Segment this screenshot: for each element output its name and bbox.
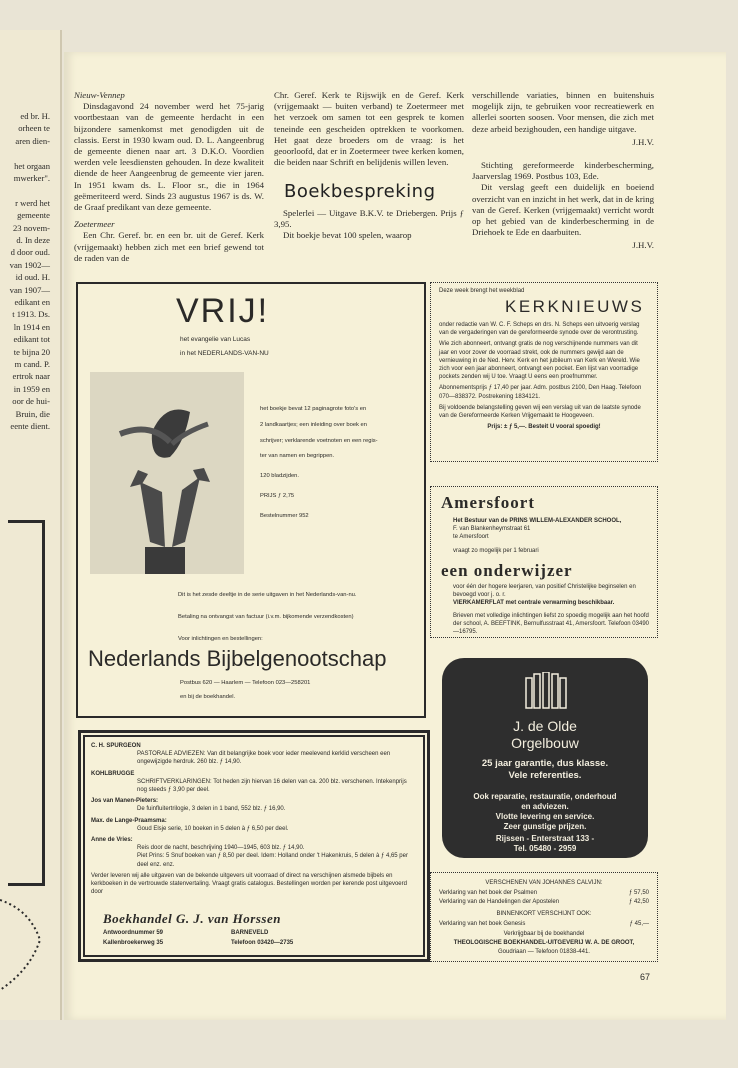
ad-text: Reis door de nacht, beschrijving 1940—1945, 603 blz. ƒ 14,90. (137, 845, 305, 852)
dove-hands-photo (90, 372, 244, 574)
ad-body (453, 517, 653, 555)
ad-text: ter van namen en begrippen. (260, 453, 335, 460)
previous-page-text-line: oor de hui- (12, 396, 50, 407)
previous-page-text-line: het orgaan (14, 160, 50, 171)
previous-page-text-line: m cand. P. (14, 359, 50, 369)
shop-address: Kallenbroekerweg 35 (103, 940, 164, 946)
previous-page-text-line: te bijna 20 (13, 346, 50, 357)
section-heading-nieuw-vennep: Nieuw-Vennep (74, 90, 125, 100)
ad-text: Abonnementsprijs ƒ 17,40 per jaar. Adm. postbus 2100, Den Haag. Telefoon 070—838372. Postrekening 1834121. (439, 385, 642, 400)
previous-page-text-line: d door oud. (10, 247, 50, 258)
ad-text: Vele referenties. (508, 770, 582, 781)
ad-text: voor één der hogere leerjaren, van positief Christelijke beginselen en bevoegd voor j. o. r. (453, 584, 636, 599)
article-column-1 (74, 90, 264, 264)
ad-text: 2 landkaartjes; een inleiding over boek en (260, 421, 367, 428)
ad-text: Goud Elsje serie, 10 boeken in 5 delen à ƒ 6,50 per deel. (137, 825, 289, 832)
company-name: J. de Olde (513, 718, 577, 734)
ad-heading: VERSCHENEN VAN JOHANNES CALVIJN: (485, 880, 603, 886)
previous-page-text-line: edikant tot (13, 334, 50, 345)
previous-page-text-line: in 1959 en (13, 383, 50, 394)
ad-text: 25 jaar garantie, dus klasse. (481, 758, 609, 769)
ad-text: Rijssen - Enterstraat 133 - (495, 834, 595, 843)
previous-page-text-line: gemeente (17, 210, 50, 221)
signature: J.H.V. (632, 240, 654, 251)
section-heading-zoetermeer: Zoetermeer (74, 219, 115, 230)
ad-text: Brieven met volledige inlichtingen liefst zo spoedig mogelijk aan het hoofd der school, A. BEEFTINK, Bernulfusstraat 41, Amersfoort. Telefoon 03490—16795. (453, 612, 649, 636)
book-title: Verklaring van het boek Genesis (439, 921, 526, 927)
ad-title: Amersfoort (441, 493, 536, 512)
calvijn-books-advertisement (430, 872, 658, 962)
book-price: ƒ 45,— (629, 921, 649, 927)
ad-body (439, 321, 649, 431)
ad-text: Wie zich abonneert, ontvangt gratis de nog verschijnende nummers van dit jaar en voor zover de voorraad strekt, ook de nummers gewijd aan de vernieuwing in de Ned. Herv. Kerk en het jubileum van Kerk en Wereld. Wie zich voor een jaar abonneert, ontvangt een pocket. Een lijst van voorradige pockets zenden wij U toe. Vraagt U eens een proefnummer. (439, 341, 640, 381)
ad-text: het boekje bevat 12 paginagrote foto's en (260, 406, 367, 412)
previous-page-text-line: ed br. H. (20, 111, 50, 121)
vacancy-title: een onderwijzer (441, 561, 573, 580)
ad-description (260, 402, 410, 525)
previous-page-strip (0, 30, 62, 1020)
ad-subtitle: het evangelie van Lucas (180, 336, 251, 343)
book-title: Verklaring van het boek der Psalmen (439, 890, 538, 896)
shop-address: Antwoordnummer 59 (103, 930, 164, 936)
previous-page-ornament (0, 890, 50, 1000)
page-number: 67 (640, 972, 651, 982)
ad-text: Betaling na ontvangst van factuur (i.v.m. bijkomende verzendkosten) (178, 614, 354, 620)
kerknieuws-advertisement (430, 282, 658, 462)
ad-text: Tel. 05480 - 2959 (513, 844, 577, 853)
advertiser-name: Nederlands Bijbelgenootschap (88, 646, 387, 671)
publisher-address: Goudriaan — Telefoon 01838-441. (498, 949, 590, 955)
article-column-3 (472, 90, 654, 252)
ad-text: Zeer gunstige prijzen. (503, 822, 587, 831)
ad-text: Dit is het zesde deeltje in de serie uitgaven in het Nederlands-van-nu. (178, 592, 357, 598)
author-name: KOHLBRUGGE (91, 770, 135, 777)
previous-page-text-line: orheen te (18, 123, 50, 134)
section-heading-boekbespreking: Boekbespreking (284, 181, 436, 203)
ad-text: te Amersfoort (453, 534, 489, 541)
previous-page-text-line: van 1907— (9, 284, 50, 295)
book-price: ƒ 42,50 (628, 899, 649, 905)
ad-text: en bij de boekhandel. (180, 694, 236, 700)
ad-text: Verder leveren wij alle uitgaven van de bekende uitgevers uit voorraad of direct na verschijnen alsmede bijbels en kerkboeken in de vertrouwde statenvertaling. Vraagt gratis catalogus. Bestellingen worden per kerende post uitgevoerd door (91, 872, 407, 896)
horssen-bookshop-advertisement (78, 730, 430, 962)
ad-text: F. van Blankenheymstraat 61 (453, 526, 531, 533)
shop-city: BARNEVELD (231, 930, 269, 936)
signature: J.H.V. (632, 136, 654, 147)
previous-page-text-line: aren dien- (15, 135, 50, 146)
previous-page-text-line: van 1902— (9, 259, 50, 270)
previous-page-text-line: 23 novem- (13, 222, 50, 233)
book-title: Verklaring van de Handelingen der Apostelen (439, 899, 560, 905)
previous-page-text-line: t 1913. Ds. (12, 309, 50, 320)
ad-title: KERKNIEUWS (505, 297, 645, 316)
previous-page-text-line: edikant en (14, 297, 50, 307)
ad-subtitle: in het NEDERLANDS-VAN-NU (180, 350, 269, 357)
ad-text: PASTORALE ADVIEZEN: Van dit belangrijke boek voor ieder meelevend kerklid verscheen een ongewijzigde herdruk. 260 blz. ƒ 14,90. (137, 751, 391, 766)
article-paragraph: Een Chr. Geref. br. en een br. uit de Geref. Kerk (vrijgemaakt) hebben zich met een brief gewend tot de raden van de (74, 230, 264, 263)
article-paragraph: Dit verslag geeft een duidelijk en boeiend overzicht van en inzicht in het werk, dat in de kring van de Geref. Kerken (vrijgemaakt) verricht wordt op het gebied van de kinderbescherming in de Driehoek te Ede en daarbuiten. (472, 182, 654, 238)
ad-heading: BINNENKORT VERSCHIJNT OOK: (496, 911, 592, 917)
ad-text: en adviezen. (521, 802, 569, 811)
previous-page-ad-border (8, 520, 45, 886)
ad-text: onder redactie van W. C. F. Scheps en drs. N. Scheps een uitvoerig verslag van de vergaderingen van de gereformeerde synode over de verontrusting. (439, 322, 640, 337)
book-review-title: Spelerlei — Uitgave B.K.V. te Driebergen. Prijs ƒ 3,95. (274, 207, 464, 229)
previous-page-text-line: r werd het (15, 197, 50, 208)
shop-name: Boekhandel G. J. van Horssen (103, 911, 281, 926)
ad-info (178, 584, 418, 650)
orgelbouw-advertisement (442, 658, 648, 858)
author-name: Anne de Vries: (91, 837, 133, 844)
ad-text: schrijver; verklarende voetnoten en een regis- (260, 437, 378, 444)
previous-page-text-line: ertrok naar (12, 371, 50, 382)
ad-text: Vlotte levering en service. (495, 812, 595, 821)
book-price: ƒ 57,50 (628, 890, 649, 896)
ad-text: SCHRIFTVERKLARINGEN: Tot heden zijn hiervan 16 delen van ca. 200 blz. verschenen. Intekenprijs nog steeds ƒ 3,90 per deel. (137, 778, 407, 794)
ad-order-number: Bestelnummer 952 (260, 512, 309, 519)
previous-page-text-line: id oud. H. (15, 272, 50, 283)
ad-text: Bij voldoende belangstelling geven wij een verslag uit van de laatste synode van de Gereformeerde Kerken Vrijgemaakt te Hoogeveen. (439, 404, 641, 420)
ad-services (442, 792, 648, 832)
ad-text: vraagt zo mogelijk per 1 februari (453, 547, 539, 554)
article-column-2 (274, 90, 464, 241)
previous-page-text-line: d. In deze (16, 235, 50, 245)
ad-title: VRIJ! (176, 292, 270, 330)
author-name: Max. de Lange-Praamsma: (91, 817, 167, 824)
vrij-advertisement (76, 282, 426, 718)
ad-body (91, 742, 415, 896)
article-paragraph: Dinsdagavond 24 november werd het 75-jarig voortbestaan van de gemeente herdacht in een bijzondere samenkomst met genodigden uit de classis. Eerst in 1930 kwam oud. D. L. Aangeenbrug de gemeente dienen naar art. 3 D.K.O. Voordien werden vele leesdiensten gehouden. In deze kwaliteit diende de heer Aangeenbrug de gemeente vier jaren. In 1951 kwam ds. L. Floor sr., die in 1964 geëmeriteerd werd. Sinds 23 augustus 1967 is ds. W. de Graaf predikant van deze gemeente. (74, 101, 264, 213)
author-name: Jos van Manen-Pieters: (91, 798, 159, 805)
ad-text: Ook reparatie, restauratie, onderhoud (473, 792, 617, 801)
ad-body (453, 583, 653, 636)
ad-text: Deze week brengt het weekblad (439, 288, 525, 294)
book-review-title: Stichting gereformeerde kinderbescherming, Jaarverslag 1969. Postbus 103, Ede. (472, 160, 654, 182)
shop-phone: Telefoon 03420—2735 (231, 940, 294, 946)
previous-page-text-line: mwerker". (13, 173, 50, 183)
amersfoort-vacancy-advertisement (430, 486, 658, 638)
ad-slogan (442, 758, 648, 782)
article-paragraph: verschillende variaties, binnen en buitenshuis mogelijk zijn, te gebruiken voor recreatiewerk en allerlei soorten soosen. Voor mensen, die zich met deze arbeid bezighouden, een handige uitgave. (472, 90, 654, 134)
publisher-name: THEOLOGISCHE BOEKHANDEL-UITGEVERIJ W. A. DE GROOT, (453, 940, 635, 946)
book-review-text: Dit boekje bevat 100 spelen, waarop (283, 230, 412, 241)
company-name: Orgelbouw (511, 735, 579, 751)
ad-text: VIERKAMERFLAT met centrale verwarming beschikbaar. (453, 600, 615, 607)
ad-price: Prijs: ± ƒ 5,—. Besteit U vooral spoedig! (487, 424, 601, 431)
ad-text: Piet Prins: 5 Snuf boeken van ƒ 8,50 per deel. Idem: Holland onder 't Hakenkruis, 5 delen à ƒ 4,65 per deel enz. enz. (137, 853, 408, 868)
ad-text: De fuinfluitertrilogie, 3 delen in 1 band, 552 blz. ƒ 16,90. (137, 806, 286, 813)
ad-text: 120 bladzijden. (260, 473, 299, 480)
ad-text: Voor inlichtingen en bestellingen: (178, 636, 263, 642)
author-name: C. H. SPURGEON (91, 743, 141, 749)
previous-page-text-line: ln 1914 en (13, 321, 50, 332)
ad-price: PRIJS ƒ 2,75 (260, 492, 295, 499)
ad-text: Het Bestuur van de PRINS WILLEM-ALEXANDER SCHOOL, (453, 518, 622, 524)
organ-pipes-logo (524, 672, 568, 710)
article-paragraph: Chr. Geref. Kerk te Rijswijk en de Geref. Kerk (vrijgemaakt — buiten verband) te Zoetermeer met het verzoek om samen tot een gesprek te komen teneinde een gescheiden optrekken te voorkomen. Het gaat deze broeders om de vraag: is het geoorloofd, dat er in Zoetermeer twee kerken komen, die beiden naar Schrift en belijdenis willen leven. (274, 90, 464, 168)
previous-page-text-line: Bruin, die (15, 408, 50, 419)
advertiser-address: Postbus 620 — Haarlem — Telefoon 023—258201 (180, 680, 311, 686)
ad-text: Verkrijgbaar bij de boekhandel (503, 931, 585, 937)
previous-page-text-line: eente dient. (10, 421, 50, 431)
advertiser-address (442, 834, 648, 854)
